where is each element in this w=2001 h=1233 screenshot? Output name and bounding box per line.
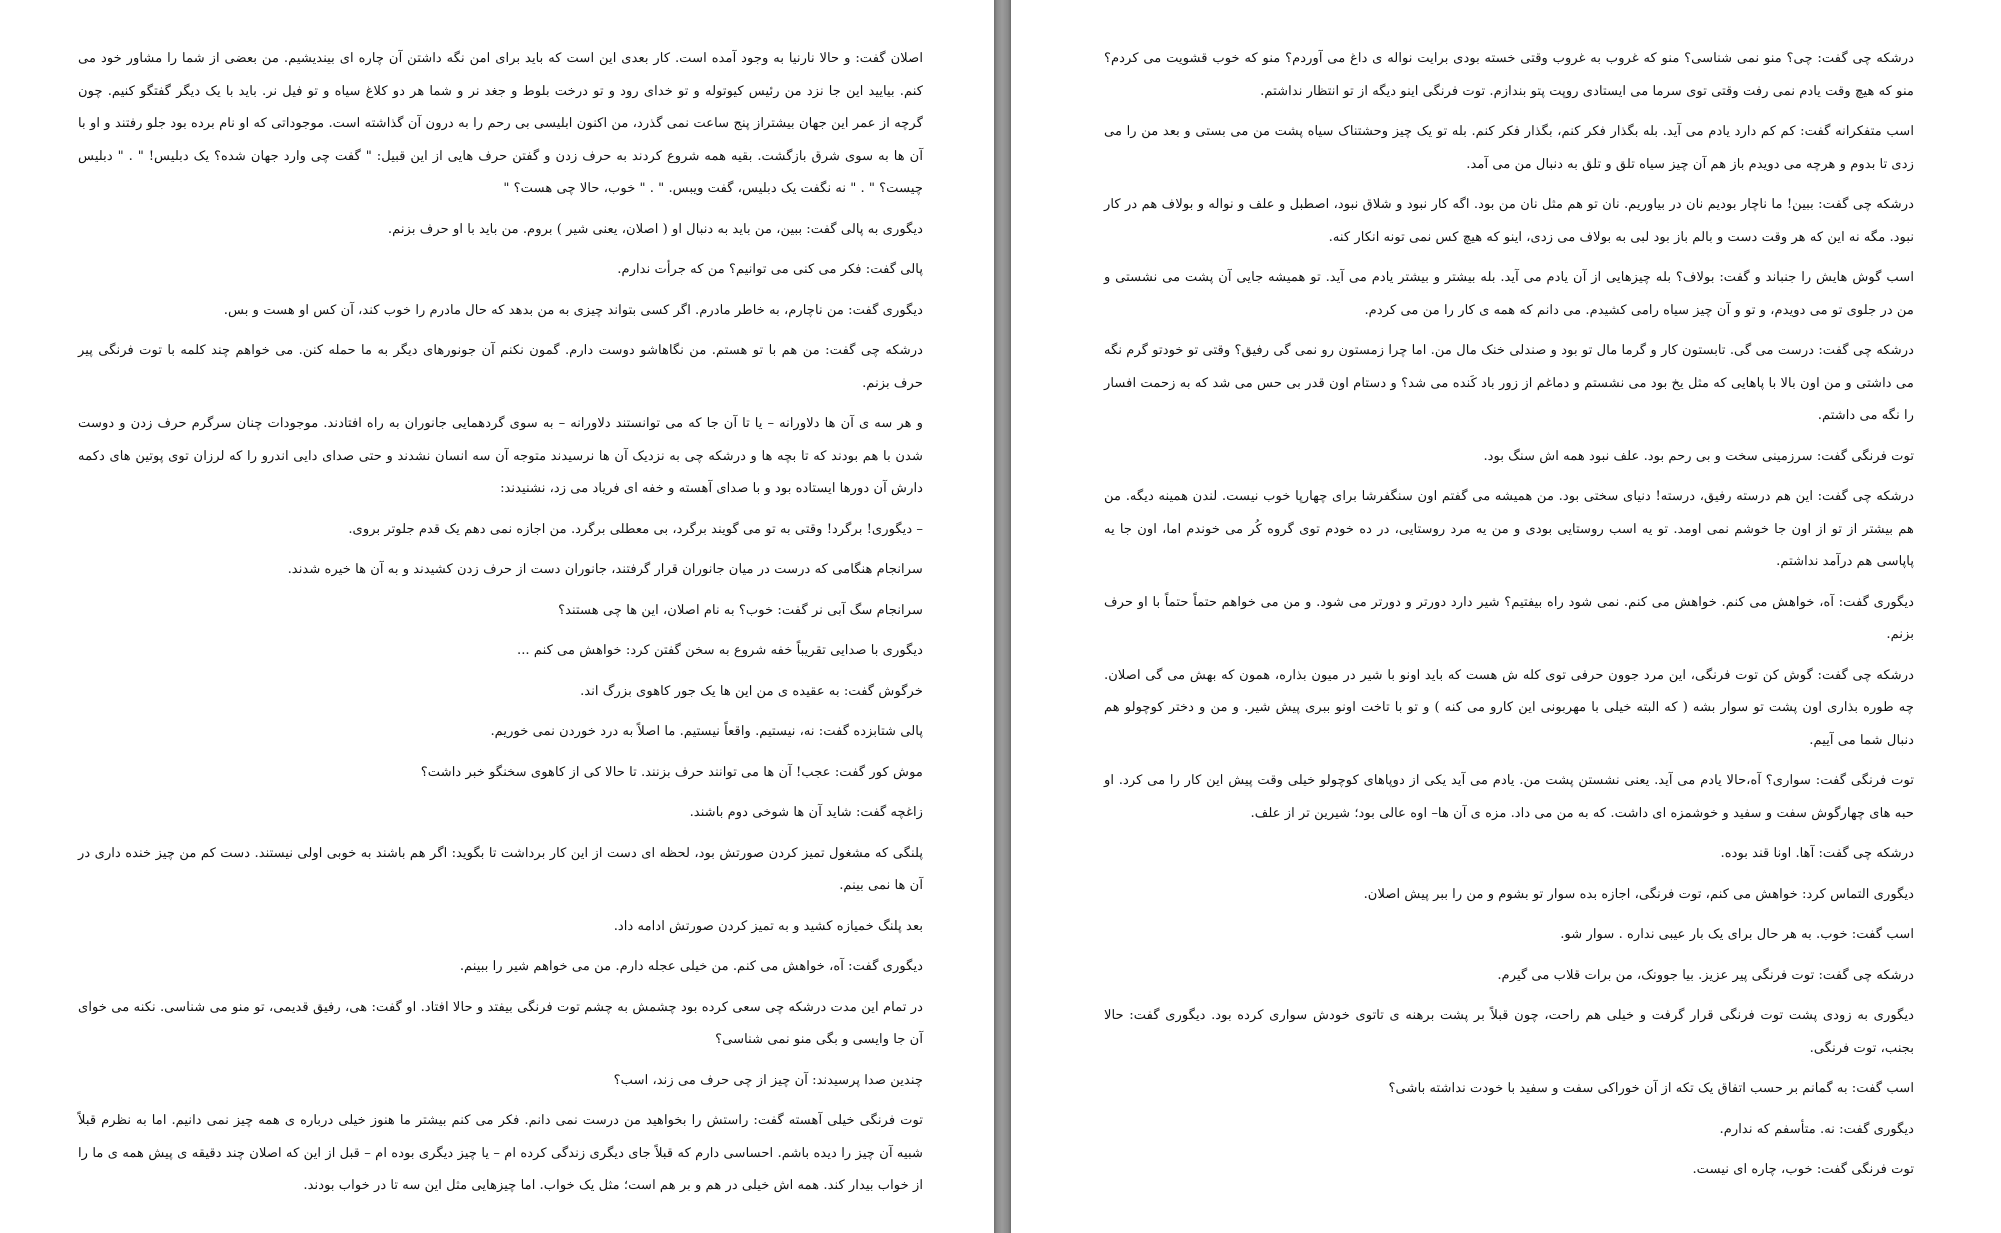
- paragraph: در تمام این مدت درشکه چی سعی کرده بود چشمش به چشم توت فرنگی بیفتد و حالا افتاد. او گفت: هی، رفیق قدیمی، تو منو می شناسی. نکنه می خوای آن جا وایسی و بگی منو نمی شناسی؟: [78, 999, 923, 1047]
- paragraph: موش کور گفت: عجب! آن ها می توانند حرف بزنند. تا حالا کی از کاهوی سخنگو خبر داشت؟: [420, 764, 923, 780]
- paragraph: پالی شتابزده گفت: نه، نیستیم. واقعاً نیستیم. ما اصلاً به درد خوردن نمی خوریم.: [490, 724, 923, 739]
- paragraph: خرگوش گفت: به عقیده ی من این ها یک جور کاهوی بزرگ اند.: [580, 683, 923, 699]
- paragraph: درشکه چی گفت: درست می گی. تابستون کار و گرما مال تو بود و صندلی خنک مال من. اما چرا زمستون رو نمی گی رفیق؟ وقتی تو خودتو گرم نگه می داشتی و من اون بالا با پاهایی که مثل یخ بود می نشستم و دماغم از زور باد کَنده می شد؟ و دستام اون قدر بی حس می شد که به زحمت افسار را نگه می داشتم.: [1104, 343, 1914, 423]
- paragraph: اسب گفت: به گمانم بر حسب اتفاق یک تکه از آن خوراکی سفت و سفید با خودت نداشته باشی؟: [1388, 1081, 1914, 1096]
- page-gutter-divider: [994, 0, 1011, 1233]
- paragraph: توت فرنگی گفت: خوب، چاره ای نیست.: [1692, 1162, 1914, 1177]
- paragraph: چندین صدا پرسیدند: آن چیز از چی حرف می زند، اسب؟: [613, 1072, 923, 1088]
- paragraph: اسب متفکرانه گفت: کم کم دارد یادم می آید. بله بگذار فکر کنم، بگذار فکر کنم. بله تو یک چیز وحشتناک سیاه پشت من می بستی و بعد من را می زدی تا بدوم و هرچه می دویدم باز هم آن چیز سیاه تلق و تلق به دنبال من می آمد.: [1104, 124, 1914, 172]
- paragraph: زاغچه گفت: شاید آن ها شوخی دوم باشند.: [689, 805, 923, 820]
- paragraph: توت فرنگی خیلی آهسته گفت: راستش را بخواهید من درست نمی دانم. فکر می کنم بیشتر ما هنوز خیلی درباره ی همه چیز نمی دانیم. اما به نظرم قبلاً شبیه آن چیز را دیده باشم. احساسی دارم که قبلاً جای دیگری زندگی کرده ام – یا چیز دیگری بوده ام – قبل از این که اصلان چند دقیقه ی پیش همه ی ما را از خواب بیدار کند. همه اش خیلی در هم و بر هم است؛ مثل یک خواب. اما چیزهایی مثل این سه تا در خواب بودند.: [78, 1113, 923, 1193]
- paragraph: درشکه چی گفت: گوش کن توت فرنگی، این مرد جوون حرفی توی کله ش هست که باید اونو با شیر در میون بذاره، همون که بهش می گی اصلان. چه طوره بذاری اون پشت تو سوار بشه ( که البته خیلی با مهربونی این کارو می کنه ) و تو با تاخت اونو ببری پیش شیر. و من و دختر کوچولو هم دنبال شما می آییم.: [1104, 667, 1914, 748]
- paragraph: – دیگوری! برگرد! وقتی به تو می گویند برگرد، بی معطلی برگرد. من اجازه نمی دهم یک قدم جلوتر بروی.: [348, 521, 923, 537]
- paragraph: پلنگی که مشغول تمیز کردن صورتش بود، لحظه ای دست از این کار برداشت تا بگوید: اگر هم باشند به خوبی اولی نیستند. دست کم من چیز خنده داری در آن ها نمی بینم.: [78, 845, 923, 893]
- paragraph: درشکه چی گفت: توت فرنگی پیر عزیز. بیا جوونک، من برات قلاب می گیرم.: [1497, 967, 1914, 983]
- paragraph: دیگوری گفت: من ناچارم، به خاطر مادرم. اگر کسی بتواند چیزی به من بدهد که حال مادرم را خوب کند، آن کس او هست و بس.: [223, 302, 923, 318]
- paragraph: دیگوری گفت: آه، خواهش می کنم. خواهش می کنم. نمی شود راه بیفتیم؟ شیر دارد دورتر و دورتر می شود. و من می خواهم حتماً حتماً با او حرف بزنم.: [1104, 594, 1914, 642]
- paragraph: اسب گفت: خوب. به هر حال برای یک بار عیبی نداره . سوار شو.: [1560, 927, 1914, 942]
- paragraph: پالی گفت: فکر می کنی می توانیم؟ من که جرأت ندارم.: [617, 262, 923, 277]
- paragraph: اصلان گفت: و حالا نارنیا به وجود آمده است. کار بعدی این است که باید برای امن نگه داشتن آن چاره ای بیندیشیم. من بعضی از شما را مشاور خود می کنم. بیایید این جا نزد من رئیس کیوتوله و تو خدای رود و تو درخت بلوط و جغد نر و شما هر دو کلاغ سیاه و تو فیل نر. باید با یک دیگر گفتگو کنیم. چون گرچه از عمر این جهان بیشتراز پنج ساعت نمی گذرد، من اکنون ابلیسی بی رحم را به درون آن گذاشته است. موجوداتی که او نام برده بود جلو رفتند و او با آن ها به سوی شرق بازگشت. بقیه همه شروع کردند به حرف زدن و گفتن حرف هایی از این قبیل: " گفت چی وارد جهان شده؟ یک دبلیس! " . " دبلیس چیست؟ " . " نه نگفت یک دبلیس، گفت ویبس. " . " خوب، حالا چی هست؟ ": [78, 51, 923, 196]
- paragraph: توت فرنگی گفت: سواری؟ آه،حالا یادم می آید. یعنی نشستن پشت من. یادم می آید یکی از دوپاهای کوچولو خیلی وقت پیش این کار را می کرد. او حبه های چهارگوش سفت و سفید و خوشمزه ای داشت. که به من می داد. مزه ی آن ها– اوه عالی بود؛ شیرین تر از علف.: [1104, 773, 1914, 821]
- paragraph: درشکه چی گفت: آها. اونا قند بوده.: [1720, 846, 1914, 861]
- paragraph: درشکه چی گفت: ببین! ما ناچار بودیم نان در بیاوریم. نان تو هم مثل نان من بود. اگه کار نبود و شلاق نبود، اصطبل و علف و نواله و بولاف هم در کار نبود. مگه نه این که هر وقت دست و بالم باز بود لبی به بولاف می زدی، اینو که هیچ کس نمی تونه انکار کنه.: [1104, 197, 1914, 245]
- right-page-text: [1104, 43, 1914, 1195]
- paragraph: و هر سه ی آن ها دلاورانه – یا تا آن جا که می توانستند دلاورانه – به سوی گردهمایی جانوران به راه افتادند. موجودات چنان سرگرم حرف زدن و دوست شدن با هم بودند که تا بچه ها و درشکه چی به نزدیک آن ها نرسیدند متوجه آن سه انسان نشدند و حتی صدای دایی اندرو را که لرزان توی پوتین های دکمه دارش آن دورها ایستاده بود و با صدای آهسته و خفه ای فریاد می زد، نشنیدند:: [78, 416, 923, 496]
- paragraph: سرانجام سگ آبی نر گفت: خوب؟ به نام اصلان، این ها چی هستند؟: [558, 602, 923, 618]
- paragraph: اسب گوش هایش را جنباند و گفت: بولاف؟ بله چیزهایی از آن یادم می آید. بله بیشتر و بیشتر یادم می آید. تو همیشه جایی آن پشت می نشستی و من در جلوی تو می دویدم، و تو و آن چیز سیاه رامی کشیدم. می دانم که همه ی کار را من می کردم.: [1104, 270, 1914, 318]
- left-page: [0, 0, 994, 1233]
- paragraph: درشکه چی گفت: این هم درسته رفیق، درسته! دنیای سختی بود. من همیشه می گفتم اون سنگفرشا برای چهارپا خوب نیست. لندن همینه دیگه. من هم بیشتر از تو از اون جا خوشم نمی اومد. تو یه اسب روستایی بودی و من یه مرد روستایی، در ده خودم توی گروه کُر می خوندم اما، اون جا یه پاپاسی هم درآمد نداشتم.: [1104, 489, 1914, 569]
- paragraph: درشکه چی گفت: من هم با تو هستم. من نگاهاشو دوست دارم. گمون نکنم آن جونورهای دیگر به ما حمله کنن. می خواهم چند کلمه با توت فرنگی پیر حرف بزنم.: [78, 343, 923, 391]
- paragraph: دیگوری به پالی گفت: ببین، من باید به دنبال او ( اصلان، یعنی شیر ) بروم. من باید با او حرف بزنم.: [387, 221, 923, 237]
- paragraph: توت فرنگی گفت: سرزمینی سخت و بی رحم بود. علف نبود همه اش سنگ بود.: [1483, 448, 1914, 464]
- paragraph: دیگوری گفت: آه، خواهش می کنم. من خیلی عجله دارم. من می خواهم شیر را ببینم.: [459, 959, 923, 974]
- paragraph: دیگوری به زودی پشت توت فرنگی قرار گرفت و خیلی هم راحت، چون قبلاً بر پشت برهنه ی تاتوی خودش سواری کرده بود. دیگوری گفت: حالا بجنب، توت فرنگی.: [1104, 1008, 1914, 1056]
- paragraph: سرانجام هنگامی که درست در میان جانوران قرار گرفتند، جانوران دست از حرف زدن کشیدند و به آن ها خیره شدند.: [287, 562, 923, 577]
- paragraph: دیگوری گفت: نه. متأسفم که ندارم.: [1719, 1121, 1914, 1137]
- paragraph: دیگوری التماس کرد: خواهش می کنم، توت فرنگی، اجازه بده سوار تو بشوم و من را ببر پیش اصلان.: [1363, 886, 1914, 902]
- right-page: [1011, 0, 2001, 1233]
- paragraph: درشکه چی گفت: چی؟ منو نمی شناسی؟ منو که غروب به غروب وقتی خسته بودی برایت نواله ی داغ می آوردم؟ منو که خوب قشویت می کردم؟ منو که هیچ وقت یادم نمی رفت وقتی توی سرما می ایستادی روپت پتو بندازم. توت فرنگی اینو دیگه از تو انتظار نداشتم.: [1104, 51, 1914, 99]
- paragraph: بعد پلنگ خمیازه کشید و به تمیز کردن صورتش ادامه داد.: [613, 918, 923, 934]
- left-page-text: [78, 43, 923, 1211]
- paragraph: دیگوری با صدایی تقریباً خفه شروع به سخن گفتن کرد: خواهش می کنم ...: [517, 643, 923, 658]
